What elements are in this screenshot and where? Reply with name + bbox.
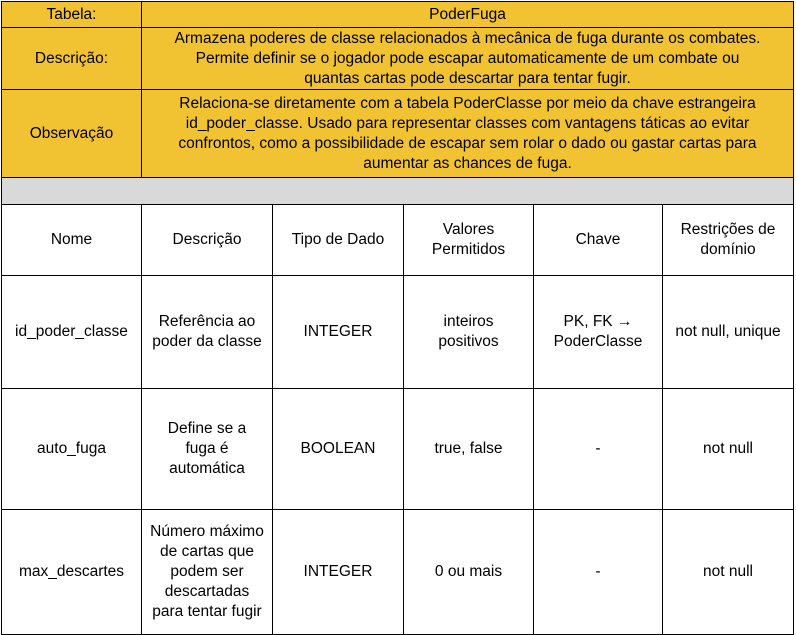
cell-allowed-values: true, false [404,389,534,510]
observation-row [2,90,794,178]
cell-name: auto_fuga [2,389,142,510]
cell-name: id_poder_classe [2,276,142,389]
cell-allowed-values: 0 ou mais [404,510,534,635]
cell-key: - [534,510,663,635]
cell-constraints: not null, unique [663,276,794,389]
header-row [2,205,794,276]
separator [2,178,794,205]
cell-allowed-values: inteiros positivos [404,276,534,389]
cell-description: Referência ao poder da classe [142,276,273,389]
cell-type: INTEGER [273,276,404,389]
observation-text: Relaciona-se diretamente com a tabela PoderClasse por meio da chave estrangeira id_poder_classe. Usado para representar classes com vantagens táticas ao evitar confrontos, como a possibilidade de escapar sem rolar o dado ou gastar cartas para aumentar as chances de fuga. [142,90,794,178]
separator-row [2,178,794,205]
table-name-row [2,2,794,28]
cell-name: max_descartes [2,510,142,635]
column-header: Valores Permitidos [404,205,534,276]
column-header: Chave [534,205,663,276]
cell-constraints: not null [663,389,794,510]
table-row [2,276,794,389]
data-dictionary-table [1,1,794,635]
description-row [2,28,794,90]
table-row [2,389,794,510]
table-name: PoderFuga [142,2,794,28]
cell-description: Define se a fuga é automática [142,389,273,510]
cell-key: - [534,389,663,510]
table-row [2,510,794,635]
cell-type: BOOLEAN [273,389,404,510]
column-header: Nome [2,205,142,276]
description-label: Descrição: [2,28,142,90]
column-header: Descrição [142,205,273,276]
column-header: Tipo de Dado [273,205,404,276]
table-label: Tabela: [2,2,142,28]
observation-label: Observação [2,90,142,178]
cell-constraints: not null [663,510,794,635]
column-header: Restrições de domínio [663,205,794,276]
cell-type: INTEGER [273,510,404,635]
description-text: Armazena poderes de classe relacionados à mecânica de fuga durante os combates. Permite definir se o jogador pode escapar automaticamente de um combate ou quantas cartas pode descartar para tentar fugir. [142,28,794,90]
cell-key: PK, FK → PoderClasse [534,276,663,389]
cell-description: Número máximo de cartas que podem ser descartadas para tentar fugir [142,510,273,635]
